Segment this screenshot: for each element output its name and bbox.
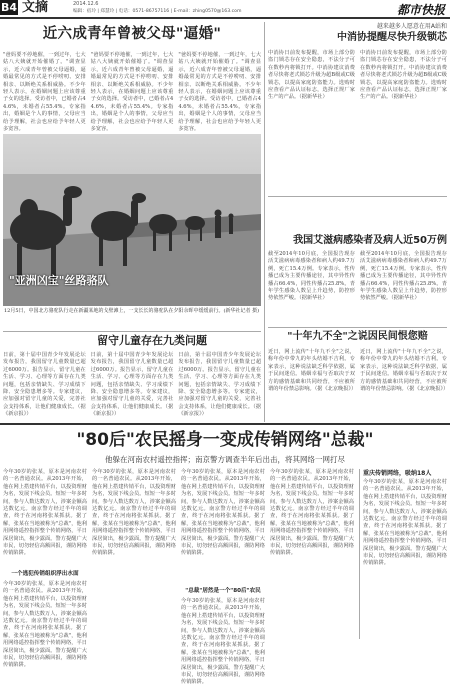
article-body: 近日，网上流传"十年九不全"之说，称年份中带九的年头结婚不吉利。专家表示，这种说法缺乏科学依据，属于民间迷信。婚姻幸福与否取决于双方的感情基础和共同经营，不应被所谓的年份禁忌影响。（据《北京晚报》） [360,349,449,393]
article-body: 今年30岁的张某，原本是河南农村的一名普通农民。从2013年开始，他在网上搭建传销平台，以投资理财为名，发展下线会员。短短一年多时间，参与人数达数万人，涉案金额高达数亿元。南京警方经过半年的调查，终于在河南将张某抓获。据了解，张某在当地被称为"总裁"，他利用网络遥控指挥整个传销网络，平日深居简出，极少露面。警方提醒广大市民，切勿轻信高额回报，谨防网络传销陷阱。 [181,469,265,557]
article-body: 中消协日前发布提醒，市场上部分防盗门锁芯存在安全隐患，不法分子可在数秒内将锁打开。中消协建议消费者尽快将老式锁芯升级为超B级或C级锁芯，以提高家庭防盗能力。选购时应查看产品认证标志，选择正规厂家生产的产品。（据新华社） [360,50,447,101]
photo-caption-title: "亚洲凶宝"丝路骆队 [9,274,109,287]
article-body: 中消协日前发布提醒，市场上部分防盗门锁芯存在安全隐患，不法分子可在数秒内将锁打开。中消协建议消费者尽快将老式锁芯升级为超B级或C级锁芯，以提高家庭防盗能力。选购时应查看产品认证标志，选择正规厂家生产的产品。（据新华社） [268,50,355,101]
camel-photo [3,134,261,306]
article-lock-upgrade [268,22,447,192]
subhead: "总裁"居然是一个"80后"农民 [185,588,261,594]
article-body: 今年30岁的张某，原本是河南农村的一名普通农民。从2013年开始，他在网上搭建传销平台，以投资理财为名，发展下线会员。短短一年多时间，参与人数达数万人，涉案金额高达数亿元。南京警方经过半年的调查，终于在河南将张某抓获。据了解，张某在当地被称为"总裁"，他利用网络遥控指挥整个传销网络，平日深居简出，极少露面。警方提醒广大市民，切勿轻信高额回报，谨防网络传销陷阱。 [363,479,447,567]
article-body: 截至2014年10月底，全国报告现存活艾滋病病毒感染者和病人约49.7万例，死亡15.4万例。专家表示，性传播已成为主要传播途径，其中异性传播占66.4%，同性传播占25.8%。青年学生感染人数呈上升趋势，防控形势依然严峻。（据新华社） [360,251,447,302]
divider [3,331,261,332]
article-title: 我国艾滋病感染者及病人近50万例 [293,235,447,246]
article-kicker: 越来越多人愿意在用A站和 [376,23,447,30]
subhead: 一个逃犯传销组织浮出水面 [11,571,79,577]
edition-date: 2014.12.6 [73,1,99,7]
article-body: "爸妈要不停地催，一到过年，七大姑八大姨就开始催婚了。"调查显示，近六成青年曾被父母逼婚，逼婚最常见的方式是不停唠叨、安排相亲、以断绝关系相威胁。不少年轻人表示，在婚姻问题上应该尊重子女的选择。受访者中，已婚者占44.6%，未婚者占55.4%。专家指出，婚姻是个人的事情，父母应当给予理解，社会也应给予年轻人更多宽容。 [178,52,262,133]
article-body: 日前，第十届中国青少年发展论坛发布报告，我国留守儿童数量已超过6000万。报告显示，留守儿童在生活、学习、心理等方面存在九类问题，包括亲情缺失、学习成绩下降、安全隐患增多等。专家建议，应加强对留守儿童的关爱，完善社会支持体系，让他们健康成长。（据《新京报》） [178,352,262,418]
article-body: "爸妈要不停地催，一到过年，七大姑八大姨就开始催婚了。"调查显示，近六成青年曾被父母逼婚，逼婚最常见的方式是不停唠叨、安排相亲、以断绝关系相威胁。不少年轻人表示，在婚姻问题上应该尊重子女的选择。受访者中，已婚者占44.6%，未婚者占55.4%。专家指出，婚姻是个人的事情，父母应当给予理解，社会也应给予年轻人更多宽容。 [90,52,174,133]
divider [268,327,447,328]
article-title: "十年九不全"之说因民间恨您赔 [287,331,428,342]
article-title: 近六成青年曾被父母"逼婚" [42,26,222,42]
article-left-behind-children [3,333,261,421]
article-body: 今年30岁的张某，原本是河南农村的一名普通农民。从2013年开始，他在网上搭建传销平台，以投资理财为名，发展下线会员。短短一年多时间，参与人数达数万人，涉案金额高达数亿元。南京警方经过半年的调查，终于在河南将张某抓获。据了解，张某在当地被称为"总裁"，他利用网络遥控指挥整个传销网络，平日深居简出，极少露面。警方提醒广大市民，切勿轻信高额回报，谨防网络传销陷阱。 [3,469,87,557]
edition-staff: 编辑：宿玲 | 郑慧玲 | 电话：0571-86757116 | E-mail：zhing0570@163.com [73,9,242,14]
article-body: 今年30岁的张某，原本是河南农村的一名普通农民。从2013年开始，他在网上搭建传销平台，以投资理财为名，发展下线会员。短短一年多时间，参与人数达数万人，涉案金额高达数亿元。南京警方经过半年的调查，终于在河南将张某抓获。据了解，张某在当地被称为"总裁"，他利用网络遥控指挥整个传销网络，平日深居简出，极少露面。警方提醒广大市民，切勿轻信高额回报，谨防网络传销陷阱。 [3,581,87,669]
article-body: 今年30岁的张某，原本是河南农村的一名普通农民。从2013年开始，他在网上搭建传销平台，以投资理财为名，发展下线会员。短短一年多时间，参与人数达数万人，涉案金额高达数亿元。南京警方经过半年的调查，终于在河南将张某抓获。据了解，张某在当地被称为"总裁"，他利用网络遥控指挥整个传销网络，平日深居简出，极少露面。警方提醒广大市民，切勿轻信高额回报，谨防网络传销陷阱。 [92,469,176,557]
masthead-logo: 都市快报 [396,3,445,17]
article-marriage-pressure [3,24,261,134]
article-body: 日前，第十届中国青少年发展论坛发布报告，我国留守儿童数量已超过6000万。报告显示，留守儿童在生活、学习、心理等方面存在九类问题，包括亲情缺失、学习成绩下降、安全隐患增多等。专家建议，应加强对留守儿童的关爱，完善社会支持体系，让他们健康成长。（据《新京报》） [90,352,174,418]
main-headline: "80后"农民摇身一变成传销网络"总裁" [76,430,374,450]
section-rule [0,423,450,425]
article-ten-years-saying [268,330,447,420]
article-body: 今年30岁的张某，原本是河南农村的一名普通农民。从2013年开始，他在网上搭建传销平台，以投资理财为名，发展下线会员。短短一年多时间，参与人数达数万人，涉案金额高达数亿元。南京警方经过半年的调查，终于在河南将张某抓获。据了解，张某在当地被称为"总裁"，他利用网络遥控指挥整个传销网络，平日深居简出，极少露面。警方提醒广大市民，切勿轻信高额回报，谨防网络传销陷阱。 [270,469,354,557]
article-title: 留守儿童存在九类问题 [97,334,207,347]
header-rule [0,17,450,19]
divider [268,196,447,197]
main-article-columns [3,469,447,686]
photo-caption-text: 12月5日，中国北方骆驼队行走在新疆某地的戈壁滩上，一支长长的骆驼队在夕阳余晖中缓缓前行。(新华社记者 摄) [4,308,260,314]
main-subtitle: 他躲在河南农村遥控指挥；南京警方调查半年后出击，将其网络一网打尽 [105,455,345,464]
article-title: 中消协提醒尽快升级锁芯 [337,32,447,43]
page-code-badge: B4 [0,1,18,14]
article-aids-statistics [268,234,447,326]
article-body: "爸妈要不停地催，一到过年，七大姑八大姨就开始催婚了。"调查显示，近六成青年曾被父母逼婚，逼婚最常见的方式是不停唠叨、安排相亲、以断绝关系相威胁。不少年轻人表示，在婚姻问题上应该尊重子女的选择。受访者中，已婚者占44.6%，未婚者占55.4%。专家指出，婚姻是个人的事情，父母应当给予理解，社会也应给予年轻人更多宽容。 [3,52,86,133]
side-article-title: 重庆传销网络，吸纳18人 [363,470,432,477]
article-body: 截至2014年10月底，全国报告现存活艾滋病病毒感染者和病人约49.7万例，死亡15.4万例。专家表示，性传播已成为主要传播途径，其中异性传播占66.4%，同性传播占25.8%。青年学生感染人数呈上升趋势，防控形势依然严峻。（据新华社） [268,251,355,302]
article-body: 日前，第十届中国青少年发展论坛发布报告，我国留守儿童数量已超过6000万。报告显示，留守儿童在生活、学习、心理等方面存在九类问题，包括亲情缺失、学习成绩下降、安全隐患增多等。专家建议，应加强对留守儿童的关爱，完善社会支持体系，让他们健康成长。（据《新京报》） [3,352,86,418]
article-body: 今年30岁的张某，原本是河南农村的一名普通农民。从2013年开始，他在网上搭建传销平台，以投资理财为名，发展下线会员。短短一年多时间，参与人数达数万人，涉案金额高达数亿元。南京警方经过半年的调查，终于在河南将张某抓获。据了解，张某在当地被称为"总裁"，他利用网络遥控指挥整个传销网络，平日深居简出，极少露面。警方提醒广大市民，切勿轻信高额回报，谨防网络传销陷阱。 [181,598,265,686]
column-divider [264,22,265,422]
section-title: 文摘 [22,0,49,15]
article-body: 近日，网上流传"十年九不全"之说，称年份中带九的年头结婚不吉利。专家表示，这种说法缺乏科学依据，属于民间迷信。婚姻幸福与否取决于双方的感情基础和共同经营，不应被所谓的年份禁忌影响。（据《北京晚报》） [268,349,357,393]
